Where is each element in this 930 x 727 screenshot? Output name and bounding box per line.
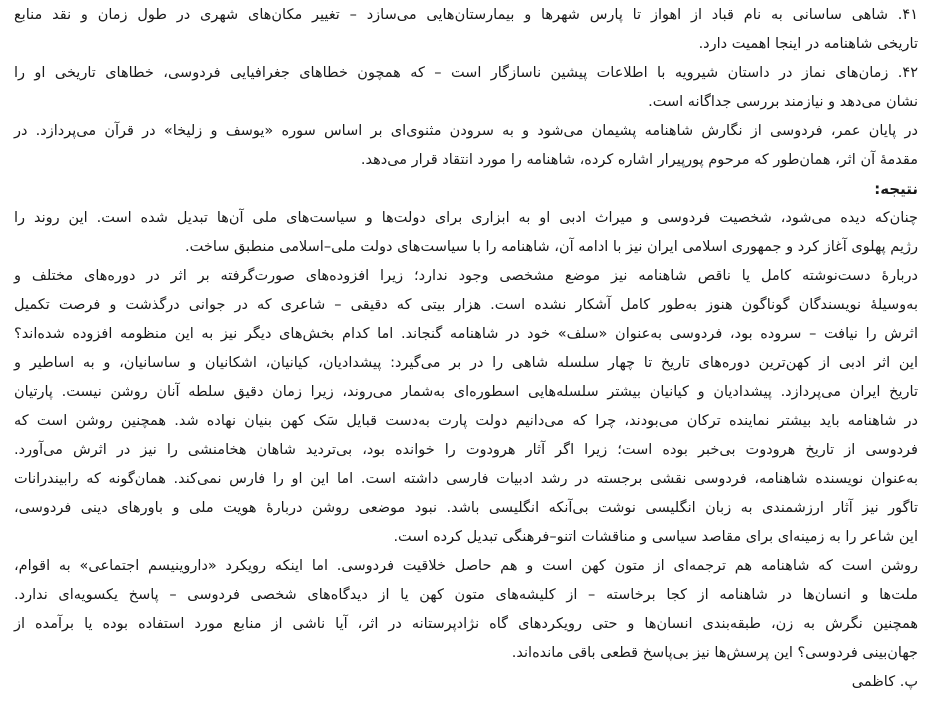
conclusion-heading: نتیجه: — [874, 180, 918, 198]
conclusion-paragraph-4-line-3: این شاعر را به زمینه‌ای برای مقاصد سیاسی و مناقشات اتنو–فرهنگی تبدیل کرده است. — [393, 529, 918, 545]
paragraph-end-of-life-line-2: مقدمهٔ آن اثر، همان‌طور که مرحوم پورپیرار اشاره کرده، شاهنامه را مورد انتقاد قرار می‌دهد. — [360, 152, 918, 168]
conclusion-paragraph-1-line-1: چنان‌که دیده می‌شود، شخصیت فردوسی و میراث ادبی او به ابزاری برای دولت‌ها و سیاست‌های ملی آن‌ها تبدیل شده است. این روند را — [14, 210, 918, 226]
item-42-line-2: نشان می‌دهد و نیازمند بررسی جداگانه است. — [648, 94, 918, 110]
conclusion-paragraph-3-line-3: در شاهنامه باید بیشتر نماینده ترکان می‌بودند، چرا که می‌دانیم دولت پارت به‌دست قبایل سَک کهن بنیان نهاده شد. همچنین روشن است که — [14, 413, 918, 429]
conclusion-paragraph-2-line-3: اثرش را نیافت – سروده بود، فردوسی به‌عنوان «سلف» خود در شاهنامه گنجاند. اما کدام بخش‌های دیگر نیز به این منظومه افزوده شده‌اند؟ — [14, 326, 918, 342]
conclusion-paragraph-3-line-1: این اثر ادبی از کهن‌ترین دوره‌های تاریخ تا چهار سلسله شاهی را در بر می‌گیرد: پیشدادیان، کیانیان، اشکانیان و ساسانیان، و به اساطیر و — [14, 355, 918, 371]
item-41-line-1: ۴۱. شاهی ساسانی به نام قباد از اهواز تا پارس شهرها و بیمارستان‌هایی می‌سازد – تغییر مکان‌های شهری در طول زمان و نقد منابع — [14, 7, 918, 23]
conclusion-paragraph-4-line-2: تاگور نیز آثار ارزشمندی به زبان انگلیسی نوشت بی‌آنکه انگلیسی باشد. نبود موضعی روشن دربارهٔ هویت ملی و باورهای دینی فردوسی، — [14, 500, 918, 516]
conclusion-paragraph-2-line-2: به‌وسیلهٔ نویسندگان گوناگون هنوز به‌طور کامل آشکار نشده است. هزار بیتی که دقیقی – شاعری که در جوانی درگذشت و فرصت تکمیل — [14, 297, 918, 313]
item-41-line-2: تاریخی شاهنامه در اینجا اهمیت دارد. — [698, 36, 918, 52]
conclusion-paragraph-6-line-2: جهان‌بینی فردوسی؟ این پرسش‌ها نیز بی‌پاسخ قطعی باقی مانده‌اند. — [511, 645, 918, 661]
conclusion-paragraph-3-line-4: فردوسی از تاریخ هرودوت بی‌خبر بوده است؛ زیرا اگر آثار هرودوت را خوانده بود، بی‌تردید شاهان هخامنشی را نیز در اثرش می‌آورد. — [14, 442, 918, 458]
conclusion-paragraph-5-line-1: روشن است که شاهنامه هم ترجمه‌ای از متون کهن است و هم حاصل خلاقیت فردوسی. اما اینکه رویکرد «داروینیسم اجتماعی» به اقوام، — [14, 558, 918, 574]
conclusion-paragraph-4-line-1: به‌عنوان نویسنده شاهنامه، فردوسی نقشی برجسته در رشد ادبیات فارسی داشته است. اما این او را فارس نمی‌کند. همان‌گونه که رابیندرانات — [14, 471, 918, 487]
conclusion-paragraph-3-line-2: تاریخ ایران می‌پردازد. پیشدادیان و کیانیان بیشتر سلسله‌هایی اسطوره‌ای به‌شمار می‌روند، زیرا زمان دقیق سلطه آنان روشن نیست. پارتیان — [14, 384, 918, 400]
conclusion-paragraph-1-line-2: رژیم پهلوی آغاز کرد و جمهوری اسلامی ایران نیز با ادامه آن، شاهنامه را با سیاست‌های دولت ملی–اسلامی منطبق ساخت. — [185, 239, 918, 255]
item-42-line-1: ۴۲. زمان‌های نماز در داستان شیرویه با اطلاعات پیشین ناسازگار است – که همچون خطاهای جغرافیایی فردوسی، خطاهای تاریخی او را — [14, 65, 918, 81]
conclusion-paragraph-2-line-1: دربارهٔ دست‌نوشته کامل یا ناقص شاهنامه نیز موضع مشخصی وجود ندارد؛ زیرا افزوده‌های صورت‌گرفته بر اثر در دوره‌های مختلف و — [14, 268, 918, 284]
conclusion-paragraph-5-line-2: ملت‌ها و انسان‌ها در شاهنامه از کجا برخاسته – از کلیشه‌های متون کهن یا از دیدگاه‌های شخصی فردوسی – پاسخ یکسویه‌ای ندارد. — [14, 587, 918, 603]
paragraph-end-of-life-line-1: در پایان عمر، فردوسی از نگارش شاهنامه پشیمان می‌شود و به سرودن مثنوی‌ای بر اساس سوره «یوسف و زلیخا» در قرآن می‌پردازد. در — [14, 123, 918, 139]
author-signature: پ. کاظمی — [851, 674, 918, 690]
conclusion-paragraph-6-line-1: همچنین نگرش به زن، طبقه‌بندی انسان‌ها و حتی رویکردهای گاه نژادپرستانه در اثر، آیا ناشی از منابع مورد استفاده بوده یا برآمده از — [14, 616, 918, 632]
